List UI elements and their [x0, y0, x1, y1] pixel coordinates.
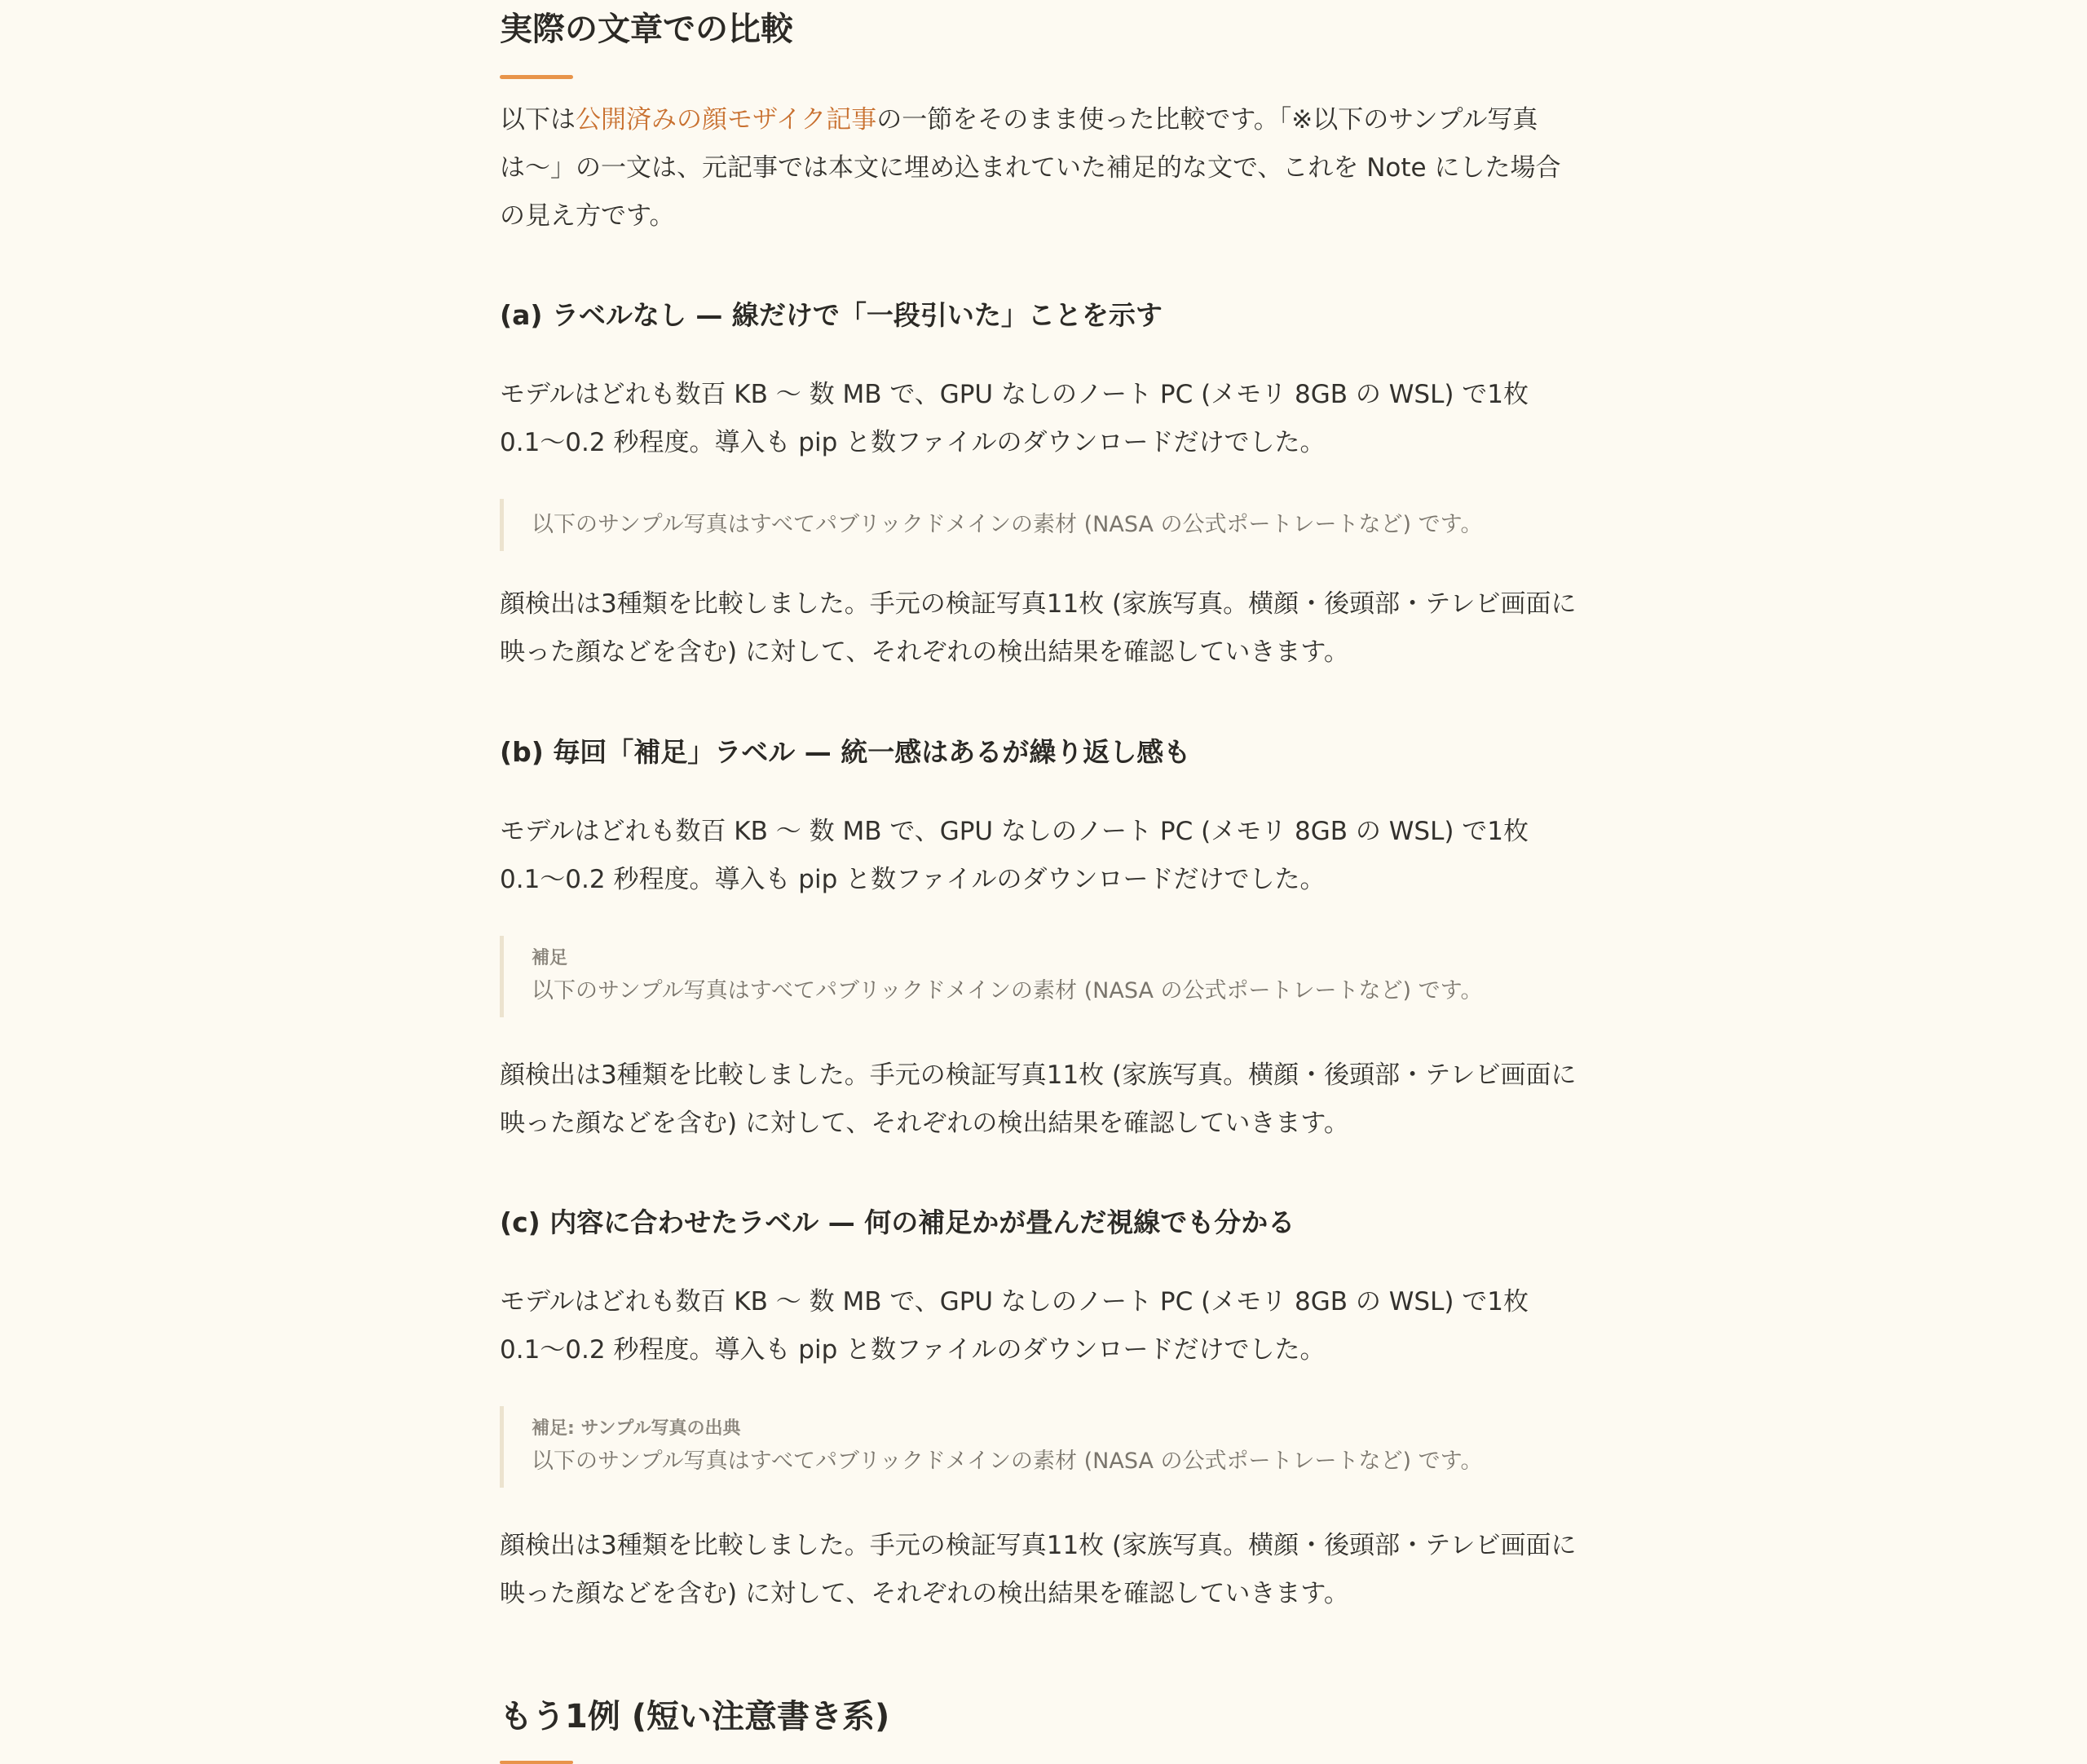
example-a-paragraph-2: 顔検出は3種類を比較しました。手元の検証写真11枚 (家族写真。横顔・後頭部・テレビ画面に映った顔などを含む) に対して、それぞれの検出結果を確認していきます。: [500, 589, 1577, 667]
example-b-paragraph-2: 顔検出は3種類を比較しました。手元の検証写真11枚 (家族写真。横顔・後頭部・テレビ画面に映った顔などを含む) に対して、それぞれの検出結果を確認していきます。: [500, 1061, 1577, 1138]
section-title: 実際の文章での比較: [500, 11, 793, 48]
note-label: 補足: サンプル写真の出典: [532, 1418, 741, 1439]
section-title-2-underline: [500, 1761, 573, 1764]
intro-paragraph: [500, 96, 1584, 240]
example-c-note: [500, 1406, 1583, 1488]
intro-text-after: の一節をそのまま使った比較です。「※以下のサンプル写真は〜」の一文は、元記事では本文に埋め込まれていた補足的な文で、これを Note にした場合の見え方です。: [500, 105, 1561, 231]
example-b-heading: (b) 毎回「補足」ラベル — 統一感はあるが繰り返し感も: [500, 736, 1191, 768]
note-text: 以下のサンプル写真はすべてパブリックドメインの素材 (NASA の公式ポートレートなど) です。: [532, 978, 1483, 1003]
intro-text-before: 以下は: [500, 105, 576, 135]
example-a-paragraph-1: モデルはどれも数百 KB 〜 数 MB で、GPU なしのノート PC (メモリ 8GB の WSL) で1枚 0.1〜0.2 秒程度。導入も pip と数ファイルのダウンロードだけでした。: [500, 380, 1529, 457]
example-c-paragraph-2: 顔検出は3種類を比較しました。手元の検証写真11枚 (家族写真。横顔・後頭部・テレビ画面に映った顔などを含む) に対して、それぞれの検出結果を確認していきます。: [500, 1531, 1577, 1608]
example-c-paragraph-1: モデルはどれも数百 KB 〜 数 MB で、GPU なしのノート PC (メモリ 8GB の WSL) で1枚 0.1〜0.2 秒程度。導入も pip と数ファイルのダウンロードだけでした。: [500, 1287, 1529, 1365]
example-c-heading: (c) 内容に合わせたラベル — 何の補足かが畳んだ視線でも分かる: [500, 1206, 1295, 1238]
article-link[interactable]: 公開済みの顔モザイク記事: [576, 105, 877, 135]
section-title-underline: [500, 75, 573, 79]
section-title-2: もう1例 (短い注意書き系): [500, 1698, 890, 1735]
note-label: 補足: [532, 948, 568, 968]
example-b-paragraph-1: モデルはどれも数百 KB 〜 数 MB で、GPU なしのノート PC (メモリ 8GB の WSL) で1枚 0.1〜0.2 秒程度。導入も pip と数ファイルのダウンロードだけでした。: [500, 817, 1529, 894]
example-b-note: [500, 936, 1583, 1017]
example-a-heading: (a) ラベルなし — 線だけで「一段引いた」ことを示す: [500, 299, 1163, 331]
note-text: 以下のサンプル写真はすべてパブリックドメインの素材 (NASA の公式ポートレートなど) です。: [532, 1449, 1483, 1474]
note-text: 以下のサンプル写真はすべてパブリックドメインの素材 (NASA の公式ポートレートなど) です。: [532, 512, 1483, 537]
example-a-note: [500, 499, 1583, 551]
